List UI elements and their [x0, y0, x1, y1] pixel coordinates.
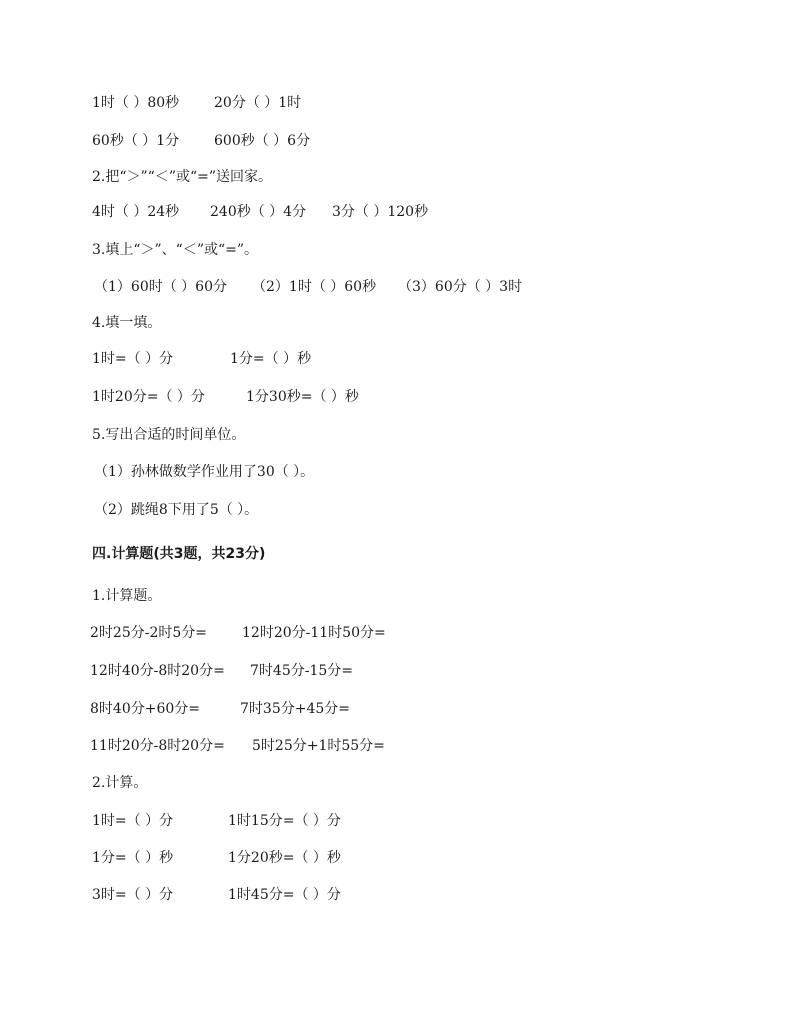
- question-text: 5.写出合适的时间单位。: [92, 427, 246, 443]
- question-heading-4: [0, 311, 794, 335]
- convert-item: 1时=（ ）分: [92, 813, 174, 829]
- question-heading-calc-2: [0, 771, 794, 795]
- fill-row-2: [0, 385, 794, 409]
- calc-row-1: [0, 621, 794, 645]
- fill-item: 1分=（ ）秒: [230, 351, 312, 367]
- compare-item: 60秒（ ）1分: [92, 133, 180, 149]
- calc-item: 7时35分+45分=: [240, 701, 350, 717]
- compare-item: 240秒（ ）4分: [210, 204, 307, 220]
- calc-item: 12时40分-8时20分=: [90, 663, 225, 679]
- calc-item: 7时45分-15分=: [250, 663, 353, 679]
- fill-item: 1时20分=（ ）分: [92, 389, 205, 405]
- compare-item: 1时（ ）80秒: [92, 95, 180, 111]
- fill-item: 1分30秒=（ ）秒: [246, 389, 359, 405]
- convert-row-3: [0, 883, 794, 907]
- compare-item: 600秒（ ）6分: [214, 133, 311, 149]
- question-heading-calc-1: [0, 584, 794, 608]
- unit-row-2: [0, 498, 794, 522]
- compare-item: （1）60时（ ）60分: [94, 279, 227, 295]
- calc-item: 12时20分-11时50分=: [242, 625, 386, 641]
- compare-row-3: [0, 200, 794, 224]
- convert-row-2: [0, 846, 794, 870]
- compare-item: 20分（ ）1时: [214, 95, 302, 111]
- unit-item: （2）跳绳8下用了5（ ）。: [94, 502, 259, 518]
- question-heading-2: [0, 165, 794, 189]
- compare-item: 4时（ ）24秒: [92, 204, 180, 220]
- question-text: 3.填上“＞”、“＜”或“=”。: [92, 242, 259, 258]
- calc-item: 11时20分-8时20分=: [90, 738, 225, 754]
- convert-item: 1分=（ ）秒: [92, 850, 174, 866]
- compare-item: 3分（ ）120秒: [332, 204, 429, 220]
- fill-row-1: [0, 347, 794, 371]
- unit-row-1: [0, 460, 794, 484]
- calc-row-2: [0, 659, 794, 683]
- question-text: 2.计算。: [92, 775, 148, 791]
- question-heading-5: [0, 423, 794, 447]
- section-title: 四.计算题(共3题，共23分): [92, 546, 266, 562]
- question-text: 1.计算题。: [92, 588, 162, 604]
- calc-item: 2时25分-2时5分=: [90, 625, 207, 641]
- convert-item: 1时45分=（ ）分: [228, 887, 341, 903]
- convert-item: 1分20秒=（ ）秒: [228, 850, 341, 866]
- calc-row-4: [0, 734, 794, 758]
- compare-row-2: [0, 129, 794, 153]
- question-text: 4.填一填。: [92, 315, 162, 331]
- compare-row-4: [0, 275, 794, 299]
- calc-item: 8时40分+60分=: [90, 701, 200, 717]
- convert-row-1: [0, 809, 794, 833]
- question-text: 2.把“＞”“＜”或“=”送回家。: [92, 169, 273, 185]
- compare-row-1: [0, 91, 794, 115]
- question-heading-3: [0, 238, 794, 262]
- fill-item: 1时=（ ）分: [92, 351, 174, 367]
- calc-item: 5时25分+1时55分=: [252, 738, 385, 754]
- convert-item: 3时=（ ）分: [92, 887, 174, 903]
- compare-item: （3）60分（ ）3时: [398, 279, 523, 295]
- compare-item: （2）1时（ ）60秒: [252, 279, 377, 295]
- section-title-4: [0, 542, 794, 566]
- calc-row-3: [0, 697, 794, 721]
- convert-item: 1时15分=（ ）分: [228, 813, 341, 829]
- unit-item: （1）孙林做数学作业用了30（ ）。: [94, 464, 315, 480]
